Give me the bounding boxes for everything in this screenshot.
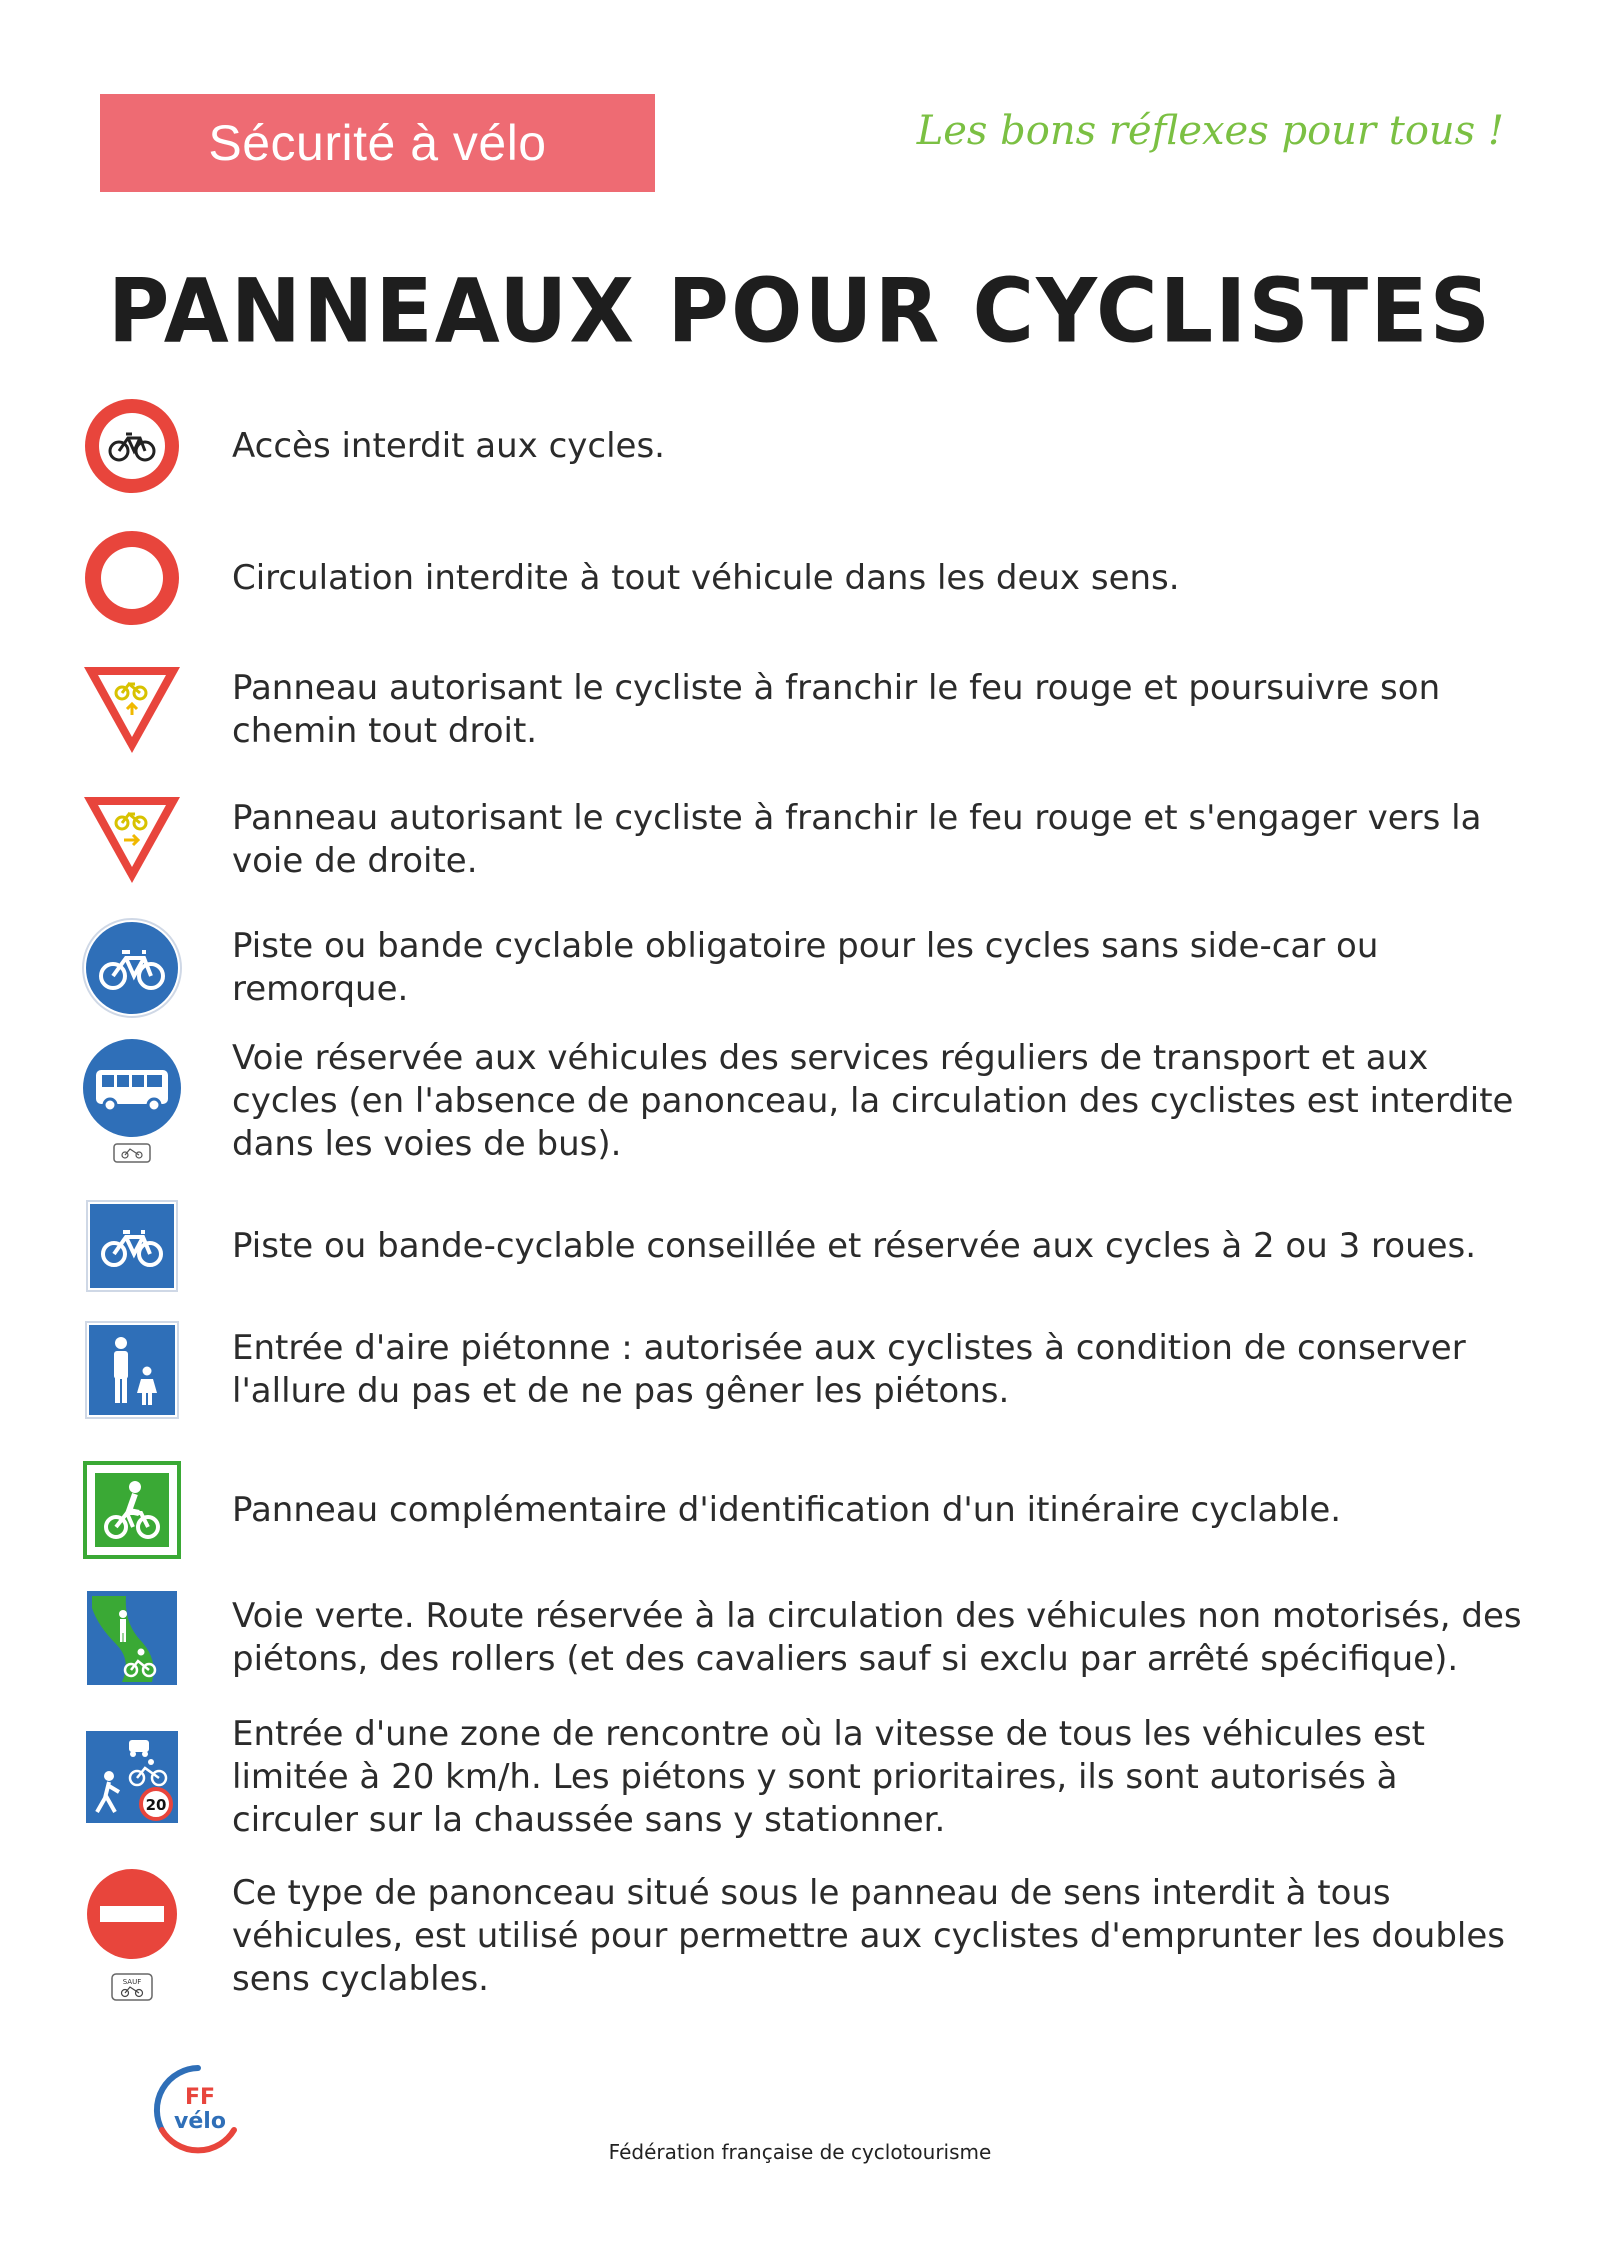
slogan: Les bons réflexes pour tous ! (916, 108, 1504, 154)
bus-lane-sign-icon (70, 1036, 194, 1166)
speed-limit-label: 20 (145, 1796, 167, 1814)
cyclist-straight-red-light-sign-icon (70, 663, 194, 757)
list-item (70, 1460, 1530, 1560)
logo-text-ff: FF (184, 2085, 216, 2110)
sign-description: Piste ou bande cyclable obligatoire pour les cycles sans side-car ou remorque. (232, 926, 1379, 1009)
list-item (70, 1588, 1530, 1688)
header-badge: Sécurité à vélo (100, 94, 655, 192)
sign-description: Entrée d'aire piétonne : autorisée aux cyclistes à condition de conserver l'allure du pas et de ne pas gêner les piétons. (232, 1328, 1466, 1411)
list-item (70, 1198, 1530, 1294)
list-item (70, 790, 1530, 890)
sign-description: Voie verte. Route réservée à la circulation des véhicules non motorisés, des piétons, des rollers (et des cavaliers sauf si exclu par arrêté spécifique). (232, 1596, 1522, 1679)
sign-description: Ce type de panonceau situé sous le panneau de sens interdit à tous véhicules, est utilisé pour permettre aux cyclistes d'emprunter les doubles sens cyclables. (232, 1872, 1505, 1999)
recommended-cycle-lane-sign-icon (70, 1200, 194, 1292)
logo-text-velo: vélo (174, 2109, 226, 2134)
list-item (70, 1866, 1530, 2006)
sign-description: Circulation interdite à tout véhicule dans les deux sens. (232, 557, 1180, 598)
no-entry-except-cycles-sign-icon (70, 1866, 194, 2006)
no-cycles-sign-icon (70, 396, 194, 496)
list-item (70, 398, 1530, 494)
list-item (70, 1712, 1530, 1842)
list-item (70, 916, 1530, 1020)
sign-description: Panneau autorisant le cycliste à franchir le feu rouge et poursuivre son chemin tout droit. (232, 668, 1441, 751)
mandatory-cycle-lane-sign-icon (70, 916, 194, 1020)
pedestrian-area-sign-icon (70, 1321, 194, 1419)
list-item (70, 1036, 1530, 1166)
list-item (70, 660, 1530, 760)
greenway-sign-icon (70, 1590, 194, 1686)
no-vehicles-sign-icon (70, 528, 194, 628)
sign-description: Panneau complémentaire d'identification d'un itinéraire cyclable. (232, 1489, 1342, 1530)
sign-description: Voie réservée aux véhicules des services réguliers de transport et aux cycles (en l'absence de panonceau, la circulation des cyclistes est interdite dans les voies de bus). (232, 1037, 1514, 1164)
sign-description: Accès interdit aux cycles. (232, 425, 665, 466)
cycle-route-sign-icon (70, 1461, 194, 1559)
sign-description: Panneau autorisant le cycliste à franchir le feu rouge et s'engager vers la voie de droite. (232, 798, 1482, 881)
sign-description: Piste ou bande-cyclable conseillée et réservée aux cycles à 2 ou 3 roues. (232, 1225, 1477, 1266)
footer-organization: Fédération française de cyclotourisme (608, 2140, 992, 2164)
sign-description: Entrée d'une zone de rencontre où la vitesse de tous les véhicules est limitée à 20 km/h. Les piétons y sont prioritaires, ils sont autorisés à circuler sur la chaussée sans y stationner. (232, 1713, 1425, 1840)
page-title: PANNEAUX POUR CYCLISTES (107, 259, 1493, 363)
meeting-zone-sign-icon (70, 1730, 194, 1824)
list-item (70, 528, 1530, 628)
cyclist-right-red-light-sign-icon (70, 793, 194, 887)
list-item (70, 1320, 1530, 1420)
except-label: SAUF (122, 1978, 142, 1986)
